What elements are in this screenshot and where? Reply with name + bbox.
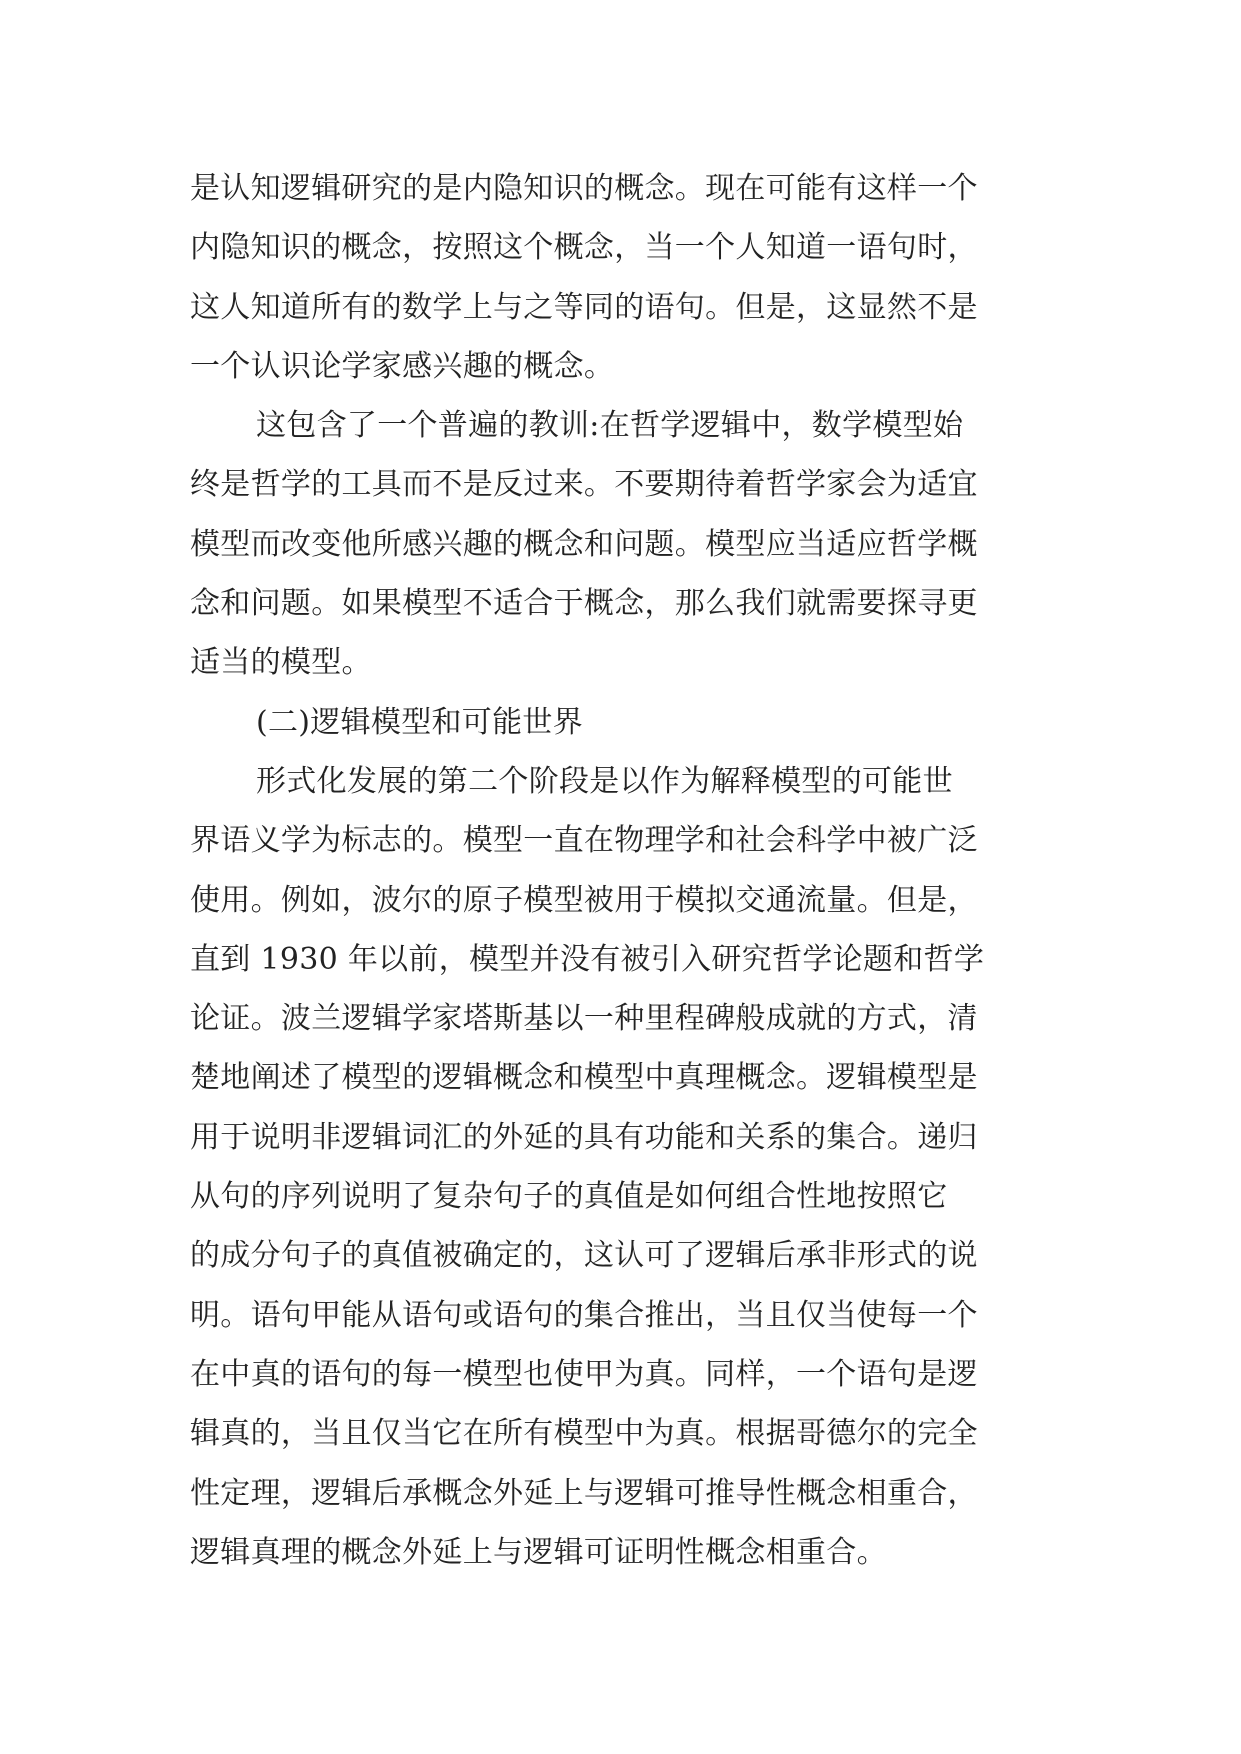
paragraph-first-line: 形式化发展的第二个阶段是以作为解释模型的可能世	[256, 763, 953, 799]
text-line: 性定理，逻辑后承概念外延上与逻辑可推导性概念相重合，	[190, 1475, 978, 1511]
body-text	[190, 159, 1050, 1582]
text-line: 论证。波兰逻辑学家塔斯基以一种里程碑般成就的方式，清	[190, 1001, 978, 1037]
text-line: 适当的模型。	[190, 645, 372, 681]
text-line: 从句的序列说明了复杂句子的真值是如何组合性地按照它	[190, 1179, 948, 1215]
text-line: 模型而改变他所感兴趣的概念和问题。模型应当适应哲学概	[190, 526, 978, 562]
text-line: 辑真的，当且仅当它在所有模型中为真。根据哥德尔的完全	[190, 1416, 978, 1452]
text-line: 的成分句子的真值被确定的，这认可了逻辑后承非形式的说	[190, 1238, 978, 1274]
text-line: 楚地阐述了模型的逻辑概念和模型中真理概念。逻辑模型是	[190, 1060, 978, 1096]
text-line: 是认知逻辑研究的是内隐知识的概念。现在可能有这样一个	[190, 171, 978, 206]
text-line: 终是哲学的工具而不是反过来。不要期待着哲学家会为适宜	[190, 467, 978, 503]
text-line: 念和问题。如果模型不适合于概念，那么我们就需要探寻更	[190, 586, 978, 622]
text-line: 这人知道所有的数学上与之等同的语句。但是，这显然不是	[190, 289, 978, 325]
text-line: 逻辑真理的概念外延上与逻辑可证明性概念相重合。	[190, 1534, 887, 1570]
text-line: 明。语句甲能从语句或语句的集合推出，当且仅当使每一个	[190, 1297, 978, 1333]
text-line: 在中真的语句的每一模型也使甲为真。同样，一个语句是逻	[190, 1356, 978, 1392]
text-line: 用于说明非逻辑词汇的外延的具有功能和关系的集合。递归	[190, 1119, 978, 1155]
paragraph-first-line: 这包含了一个普遍的教训:在哲学逻辑中，数学模型始	[256, 408, 964, 444]
section-heading: (二)逻辑模型和可能世界	[256, 704, 584, 740]
text-line: 直到 1930 年以前，模型并没有被引入研究哲学论题和哲学	[190, 941, 985, 977]
text-line: 内隐知识的概念，按照这个概念，当一个人知道一语句时，	[190, 230, 978, 266]
text-line: 界语义学为标志的。模型一直在物理学和社会科学中被广泛	[190, 823, 978, 859]
text-line: 一个认识论学家感兴趣的概念。	[190, 348, 615, 384]
text-line: 使用。例如，波尔的原子模型被用于模拟交通流量。但是，	[190, 882, 978, 918]
